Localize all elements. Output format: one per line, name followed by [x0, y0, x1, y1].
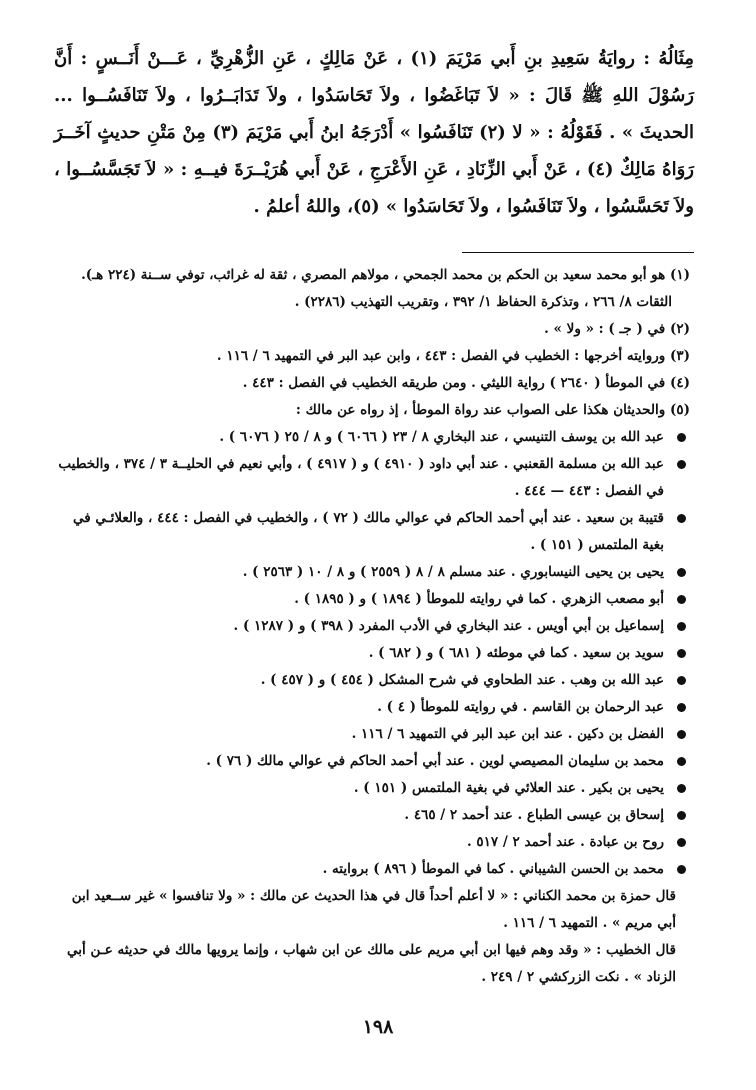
- bullet-icon: [677, 649, 686, 658]
- bullet-icon: [677, 514, 686, 523]
- narrator-item: يحيى بن يحيى النيسابوري . عند مسلم ٨ / ٨ ( ٢٥٥٩ ) و ٨ / ١٠ ( ٢٥٦٣ ) .: [50, 559, 690, 586]
- narrator-item: سويد بن سعيد . كما في موطئه ( ٦٨١ ) و ( ٦٨٢ ) .: [50, 640, 690, 667]
- footnote-5: (٥) والحديثان هكذا على الصواب عند رواة الموطأ ، إذ رواه عن مالك :: [295, 402, 690, 418]
- bullet-icon: [677, 676, 686, 685]
- footnote-1-line-1: (١) هو أبو محمد سعيد بن الحكم بن محمد الجمحي ، مولاهم المصري ، ثقة له غرائب، توفي ســنة (٢٢٤ هـ).: [81, 267, 690, 283]
- narrator-item: عبد الرحمان بن القاسم . في روايته للموطأ ( ٤ ) .: [50, 694, 690, 721]
- footnote-4: (٤) في الموطأ ( ٢٦٤٠ ) رواية الليثي . ومن طريقه الخطيب في الفصل : ٤٤٣ .: [242, 375, 690, 391]
- main-paragraph: مِثَالُهُ : روايَةُ سَعِيدِ بنِ أَبي مَرْيَمَ (١) ، عَنْ مَالِكٍ ، عَنِ الزُّهْرِيِّ ، عَـــنْ أَنَــسٍ : أَنَّ رَسُوْلَ اللهِ ﷺ قَالَ : « لاَ تَبَاغَضُوا ، ولاَ تَحَاسَدُوا ، ولاَ تَدَابَــرُوا ، ولاَ تَنَافَسُــوا ... الحديثَ » . فَقَوْلُهُ : « لا (٢) تَنَافَسُوا » أَدْرَجَهُ ابنُ أَبي مَرْيَمَ (٣) مِنْ مَتْنِ حديثٍ آخَــرَ رَوَاهُ مَالِكٌ (٤) ، عَنْ أَبي الزِّنَادِ ، عَنِ الأَعْرَجِ ، عَنْ أَبي هُرَيْــرَةَ فيــهِ : « لاَ تَجَسَّسُــوا ، ولاَ تَحَسَّسُوا ، ولاَ تَنَافَسُوا ، ولاَ تَحَاسَدُوا » (٥)، واللهُ أعلمُ .: [54, 48, 695, 217]
- narrator-item: الفضل بن دكين . عند ابن عبد البر في التمهيد ٦ / ١١٦ .: [50, 721, 690, 748]
- narrator-item: عبد الله بن يوسف التنيسي ، عند البخاري ٨ / ٢٣ ( ٦٠٦٦ ) و ٨ / ٢٥ ( ٦٠٧٦ ) .: [50, 424, 690, 451]
- footnote-1-line-2: الثقات ٨/ ٢٦٦ ، وتذكرة الحفاظ ١/ ٣٩٢ ، وتقريب التهذيب (٢٢٨٦) .: [294, 294, 672, 310]
- quote-hamza-kinani: قال حمزة بن محمد الكناني : « لا أعلم أحداً قال في هذا الحديث عن مالك : « ولا تنافسوا » غير ســعيد ابن أبي مريم » . التمهيد ٦ / ١١٦ .: [71, 888, 676, 931]
- bullet-icon: [677, 730, 686, 739]
- quote-khatib: قال الخطيب : « وقد وهم فيها ابن أبي مريم على مالك عن ابن شهاب ، وإنما يرويها مالك في حديثه عـن أبي الزناد » . نكت الزركشي ٢ / ٢٤٩ .: [67, 942, 676, 985]
- narrator-list: [50, 424, 690, 883]
- bullet-icon: [677, 433, 686, 442]
- narrator-item: عبد الله بن مسلمة القعنبي . عند أبي داود ( ٤٩١٠ ) و ( ٤٩١٧ ) ، وأبي نعيم في الحليــة ٣ / ٣٧٤ ، والخطيب في الفصل : ٤٤٣ — ٤٤٤ .: [50, 451, 690, 505]
- bullet-icon: [677, 811, 686, 820]
- bullet-icon: [677, 595, 686, 604]
- narrator-item: قتيبة بن سعيد . عند أبي أحمد الحاكم في عوالي مالك ( ٧٢ ) ، والخطيب في الفصل : ٤٤٤ ، والعلائـي في بغية الملتمس ( ١٥١ ) .: [50, 505, 690, 559]
- narrator-item: محمد بن الحسن الشيباني . كما في الموطأ ( ٨٩٦ ) بروايته .: [50, 856, 690, 883]
- main-text: [54, 40, 694, 225]
- narrator-item: محمد بن سليمان المصيصي لوين . عند أبي أحمد الحاكم في عوالي مالك ( ٧٦ ) .: [50, 748, 690, 775]
- page-number: ١٩٨: [362, 1016, 394, 1038]
- footnote-2: (٢) في ( جـ ) : « ولا » .: [544, 321, 690, 337]
- footnote-1: [50, 262, 690, 316]
- narrator-item: إسحاق بن عيسى الطباع . عند أحمد ٢ / ٤٦٥ .: [50, 802, 690, 829]
- bullet-icon: [677, 703, 686, 712]
- bullet-icon: [677, 865, 686, 874]
- bullet-icon: [677, 622, 686, 631]
- narrator-item: أبو مصعب الزهري . كما في روايته للموطأ ( ١٨٩٤ ) و ( ١٨٩٥ ) .: [50, 586, 690, 613]
- footnote-3: (٣) وروايته أخرجها : الخطيب في الفصل : ٤٤٣ ، وابن عبد البر في التمهيد ٦ / ١١٦ .: [216, 348, 690, 364]
- bullet-icon: [677, 460, 686, 469]
- bullet-icon: [677, 784, 686, 793]
- bullet-icon: [677, 568, 686, 577]
- narrator-item: يحيى بن بكير . عند العلائي في بغية الملتمس ( ١٥١ ) .: [50, 775, 690, 802]
- bullet-icon: [677, 757, 686, 766]
- narrator-item: إسماعيل بن أبي أويس . عند البخاري في الأدب المفرد ( ٣٩٨ ) و ( ١٢٨٧ ) .: [50, 613, 690, 640]
- footnotes: [50, 262, 690, 991]
- bullet-icon: [677, 838, 686, 847]
- narrator-item: روح بن عبادة . عند أحمد ٢ / ٥١٧ .: [50, 829, 690, 856]
- footnote-divider: [462, 252, 694, 253]
- narrator-item: عبد الله بن وهب . عند الطحاوي في شرح المشكل ( ٤٥٤ ) و ( ٤٥٧ ) .: [50, 667, 690, 694]
